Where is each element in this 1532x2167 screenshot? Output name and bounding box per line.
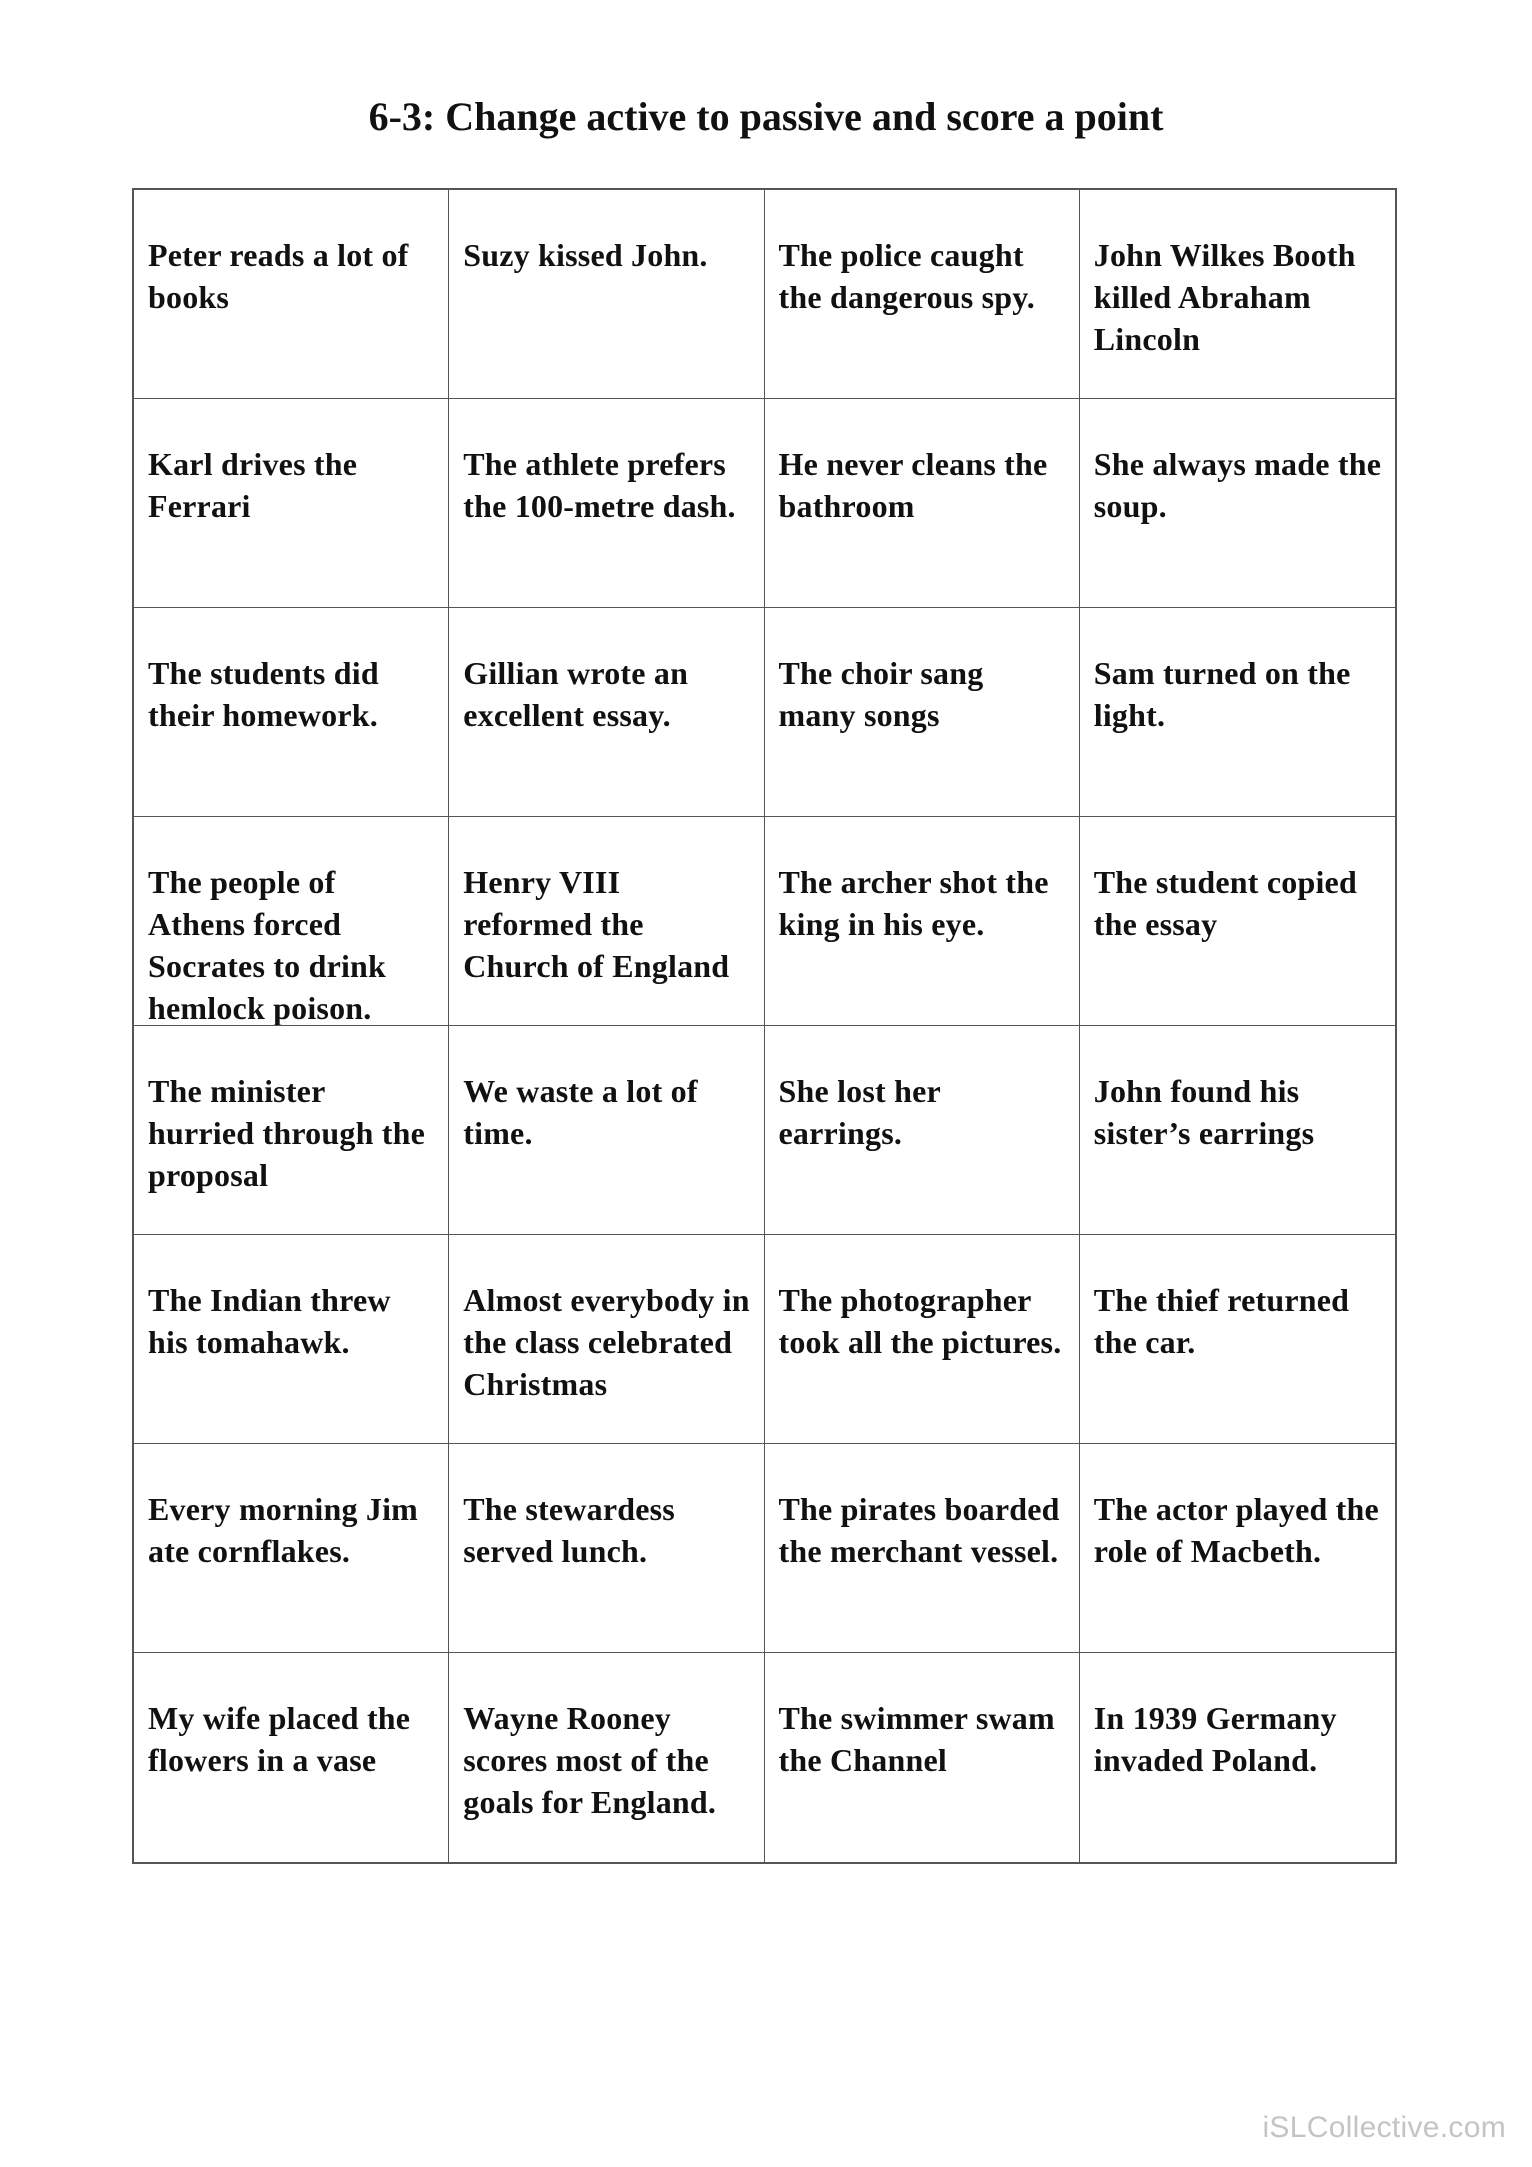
sentence-card: Peter reads a lot of books: [134, 190, 449, 399]
sentence-card: John Wilkes Booth killed Abraham Lincoln: [1080, 190, 1395, 399]
sentence-card: The people of Athens forced Socrates to drink hemlock poison.: [134, 817, 449, 1026]
sentence-card: He never cleans the bathroom: [765, 399, 1080, 608]
sentence-card: The Indian threw his tomahawk.: [134, 1235, 449, 1444]
sentence-card: My wife placed the flowers in a vase: [134, 1653, 449, 1862]
sentence-card: In 1939 Germany invaded Poland.: [1093, 1700, 1337, 1778]
sentence-card: The choir sang many songs: [765, 608, 1080, 817]
sentence-card: The stewardess served lunch.: [449, 1444, 764, 1653]
sentence-card: The archer shot the king in his eye.: [765, 817, 1080, 1026]
sentence-card: The photographer took all the pictures.: [765, 1235, 1080, 1444]
sentence-card: The students did their homework.: [134, 608, 449, 817]
sentence-card-grid: [132, 188, 1397, 1864]
sentence-card: We waste a lot of time.: [449, 1026, 764, 1235]
site-watermark: iSLCollective.com: [1262, 2111, 1506, 2144]
sentence-card: The swimmer swam the Channel: [765, 1653, 1080, 1862]
sentence-card: She always made the soup.: [1080, 399, 1395, 608]
sentence-card: The student copied the essay: [1080, 817, 1395, 1026]
sentence-card: The minister hurried through the proposal: [134, 1026, 449, 1235]
sentence-card: Suzy kissed John.: [449, 190, 764, 399]
sentence-card: The pirates boarded the merchant vessel.: [765, 1444, 1080, 1653]
sentence-card: The police caught the dangerous spy.: [765, 190, 1080, 399]
sentence-card: Karl drives the Ferrari: [134, 399, 449, 608]
sentence-card: The actor played the role of Macbeth.: [1080, 1444, 1395, 1653]
sentence-card: Every morning Jim ate cornflakes.: [134, 1444, 449, 1653]
page-title: 6-3: Change active to passive and score a point: [368, 94, 1164, 139]
sentence-card: Wayne Rooney scores most of the goals for England.: [449, 1653, 764, 1862]
sentence-card: Henry VIII reformed the Church of England: [449, 817, 764, 1026]
sentence-card: Almost everybody in the class celebrated Christmas: [449, 1235, 764, 1444]
sentence-card: The athlete prefers the 100-metre dash.: [449, 399, 764, 608]
sentence-card: Gillian wrote an excellent essay.: [449, 608, 764, 817]
sentence-card: The thief returned the car.: [1080, 1235, 1395, 1444]
sentence-card: Sam turned on the light.: [1080, 608, 1395, 817]
sentence-card: John found his sister’s earrings: [1080, 1026, 1395, 1235]
sentence-card: She lost her earrings.: [765, 1026, 1080, 1235]
